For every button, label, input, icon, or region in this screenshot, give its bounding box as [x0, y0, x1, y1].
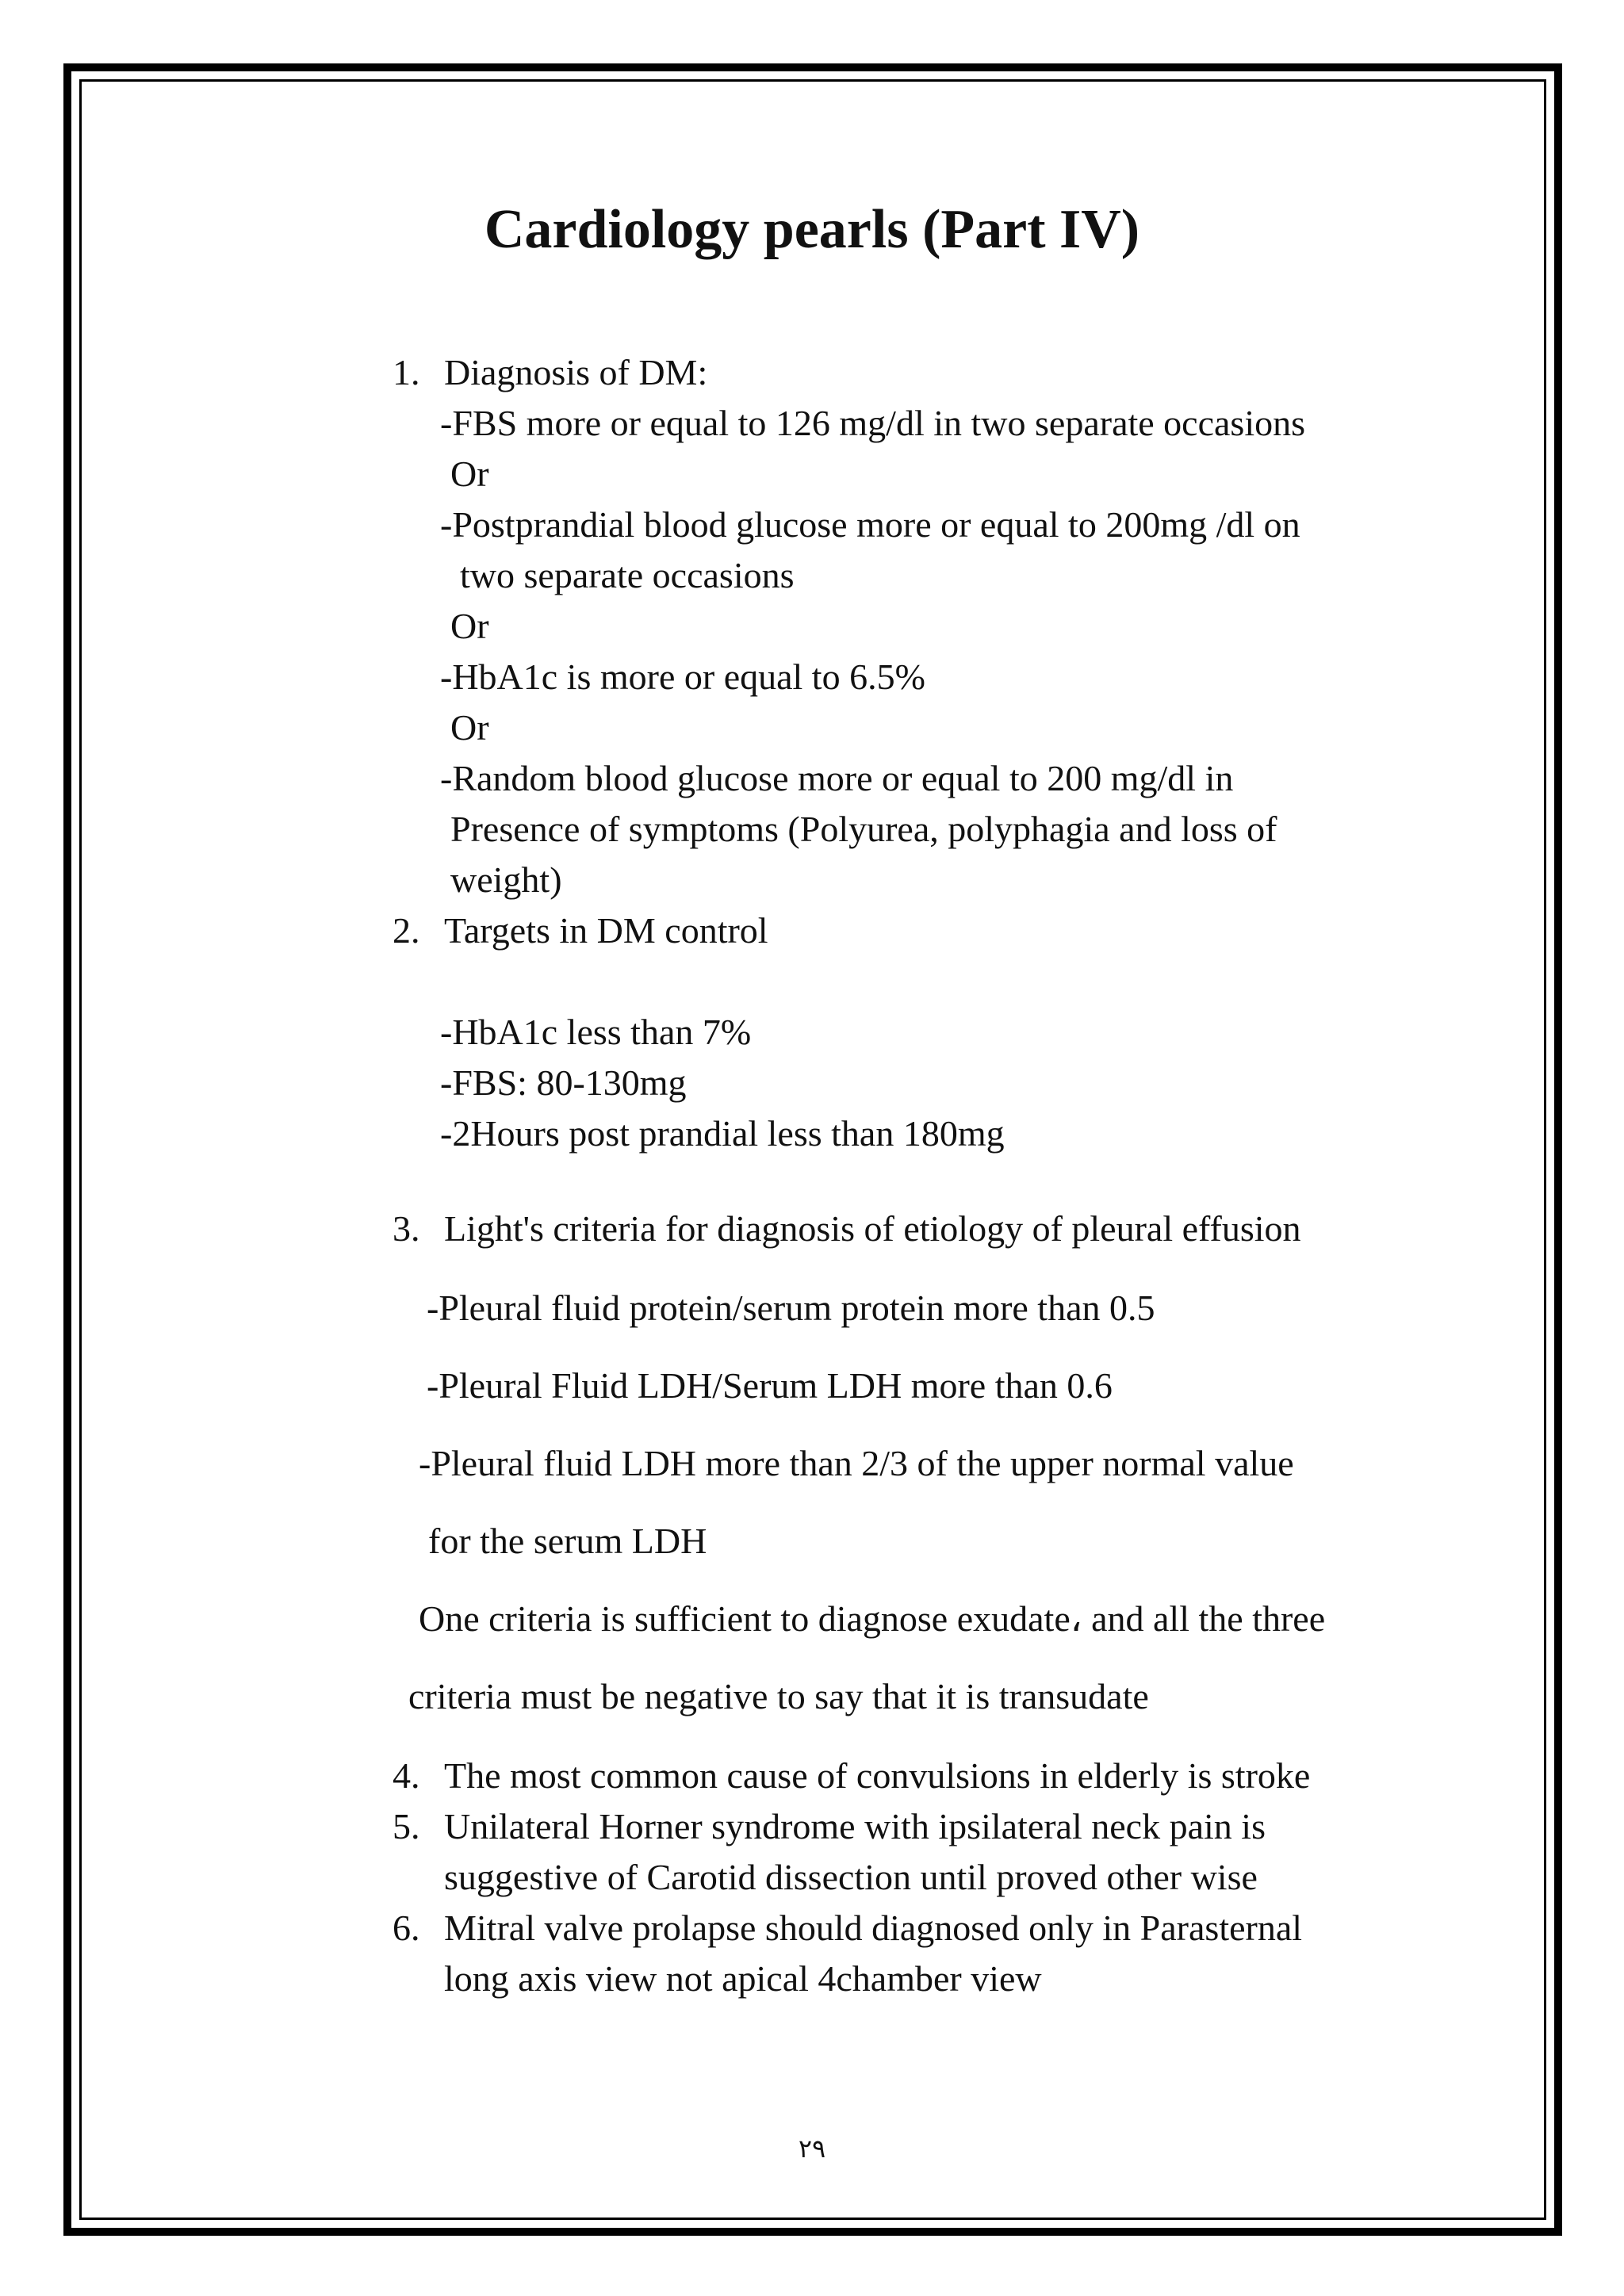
item-line: Or: [450, 453, 489, 494]
item-line: weight): [450, 859, 562, 900]
item-number: 4.: [393, 1755, 420, 1796]
item-line: Or: [450, 606, 489, 646]
item-line: -Random blood glucose more or equal to 200 mg/dl in: [440, 758, 1234, 798]
item-line: -HbA1c is more or equal to 6.5%: [440, 656, 925, 697]
page-number: ٢٩: [798, 2133, 826, 2164]
item-heading: The most common cause of convulsions in elderly is stroke: [444, 1755, 1311, 1796]
item-line: two separate occasions: [460, 555, 795, 595]
page-title: Cardiology pearls (Part IV): [484, 199, 1140, 260]
item-heading: Mitral valve prolapse should diagnosed only in Parasternal: [444, 1908, 1303, 1948]
item-heading: Diagnosis of DM:: [444, 352, 708, 392]
item-line: Or: [450, 707, 489, 748]
item-line: -FBS: 80-130mg: [440, 1062, 687, 1103]
item-number: 6.: [393, 1908, 420, 1948]
item-line: -FBS more or equal to 126 mg/dl in two separate occasions: [440, 403, 1306, 443]
item-line: -Postprandial blood glucose more or equal to 200mg /dl on: [440, 504, 1300, 545]
item-line: Presence of symptoms (Polyurea, polyphagia and loss of: [450, 809, 1277, 849]
item-heading: Targets in DM control: [444, 910, 768, 951]
item-line: -2Hours post prandial less than 180mg: [440, 1113, 1005, 1154]
item-heading: Light's criteria for diagnosis of etiology of pleural effusion: [444, 1208, 1301, 1249]
item-number: 3.: [393, 1208, 420, 1249]
item-number: 5.: [393, 1806, 420, 1846]
item-line: -Pleural fluid LDH more than 2/3 of the upper normal value: [419, 1443, 1294, 1483]
item-line: -HbA1c less than 7%: [440, 1012, 752, 1052]
item-line: One criteria is sufficient to diagnose exudate، and all the three: [419, 1598, 1326, 1639]
item-line: suggestive of Carotid dissection until proved other wise: [444, 1857, 1258, 1897]
item-number: 2.: [393, 910, 420, 951]
item-line: for the serum LDH: [428, 1521, 707, 1561]
item-heading: Unilateral Horner syndrome with ipsilateral neck pain is: [444, 1806, 1266, 1846]
item-line: -Pleural fluid protein/serum protein more than 0.5: [427, 1288, 1155, 1328]
item-line: criteria must be negative to say that it is transudate: [408, 1676, 1149, 1716]
item-line: long axis view not apical 4chamber view: [444, 1958, 1042, 1999]
item-line: -Pleural Fluid LDH/Serum LDH more than 0.6: [427, 1365, 1113, 1406]
item-number: 1.: [393, 352, 420, 392]
